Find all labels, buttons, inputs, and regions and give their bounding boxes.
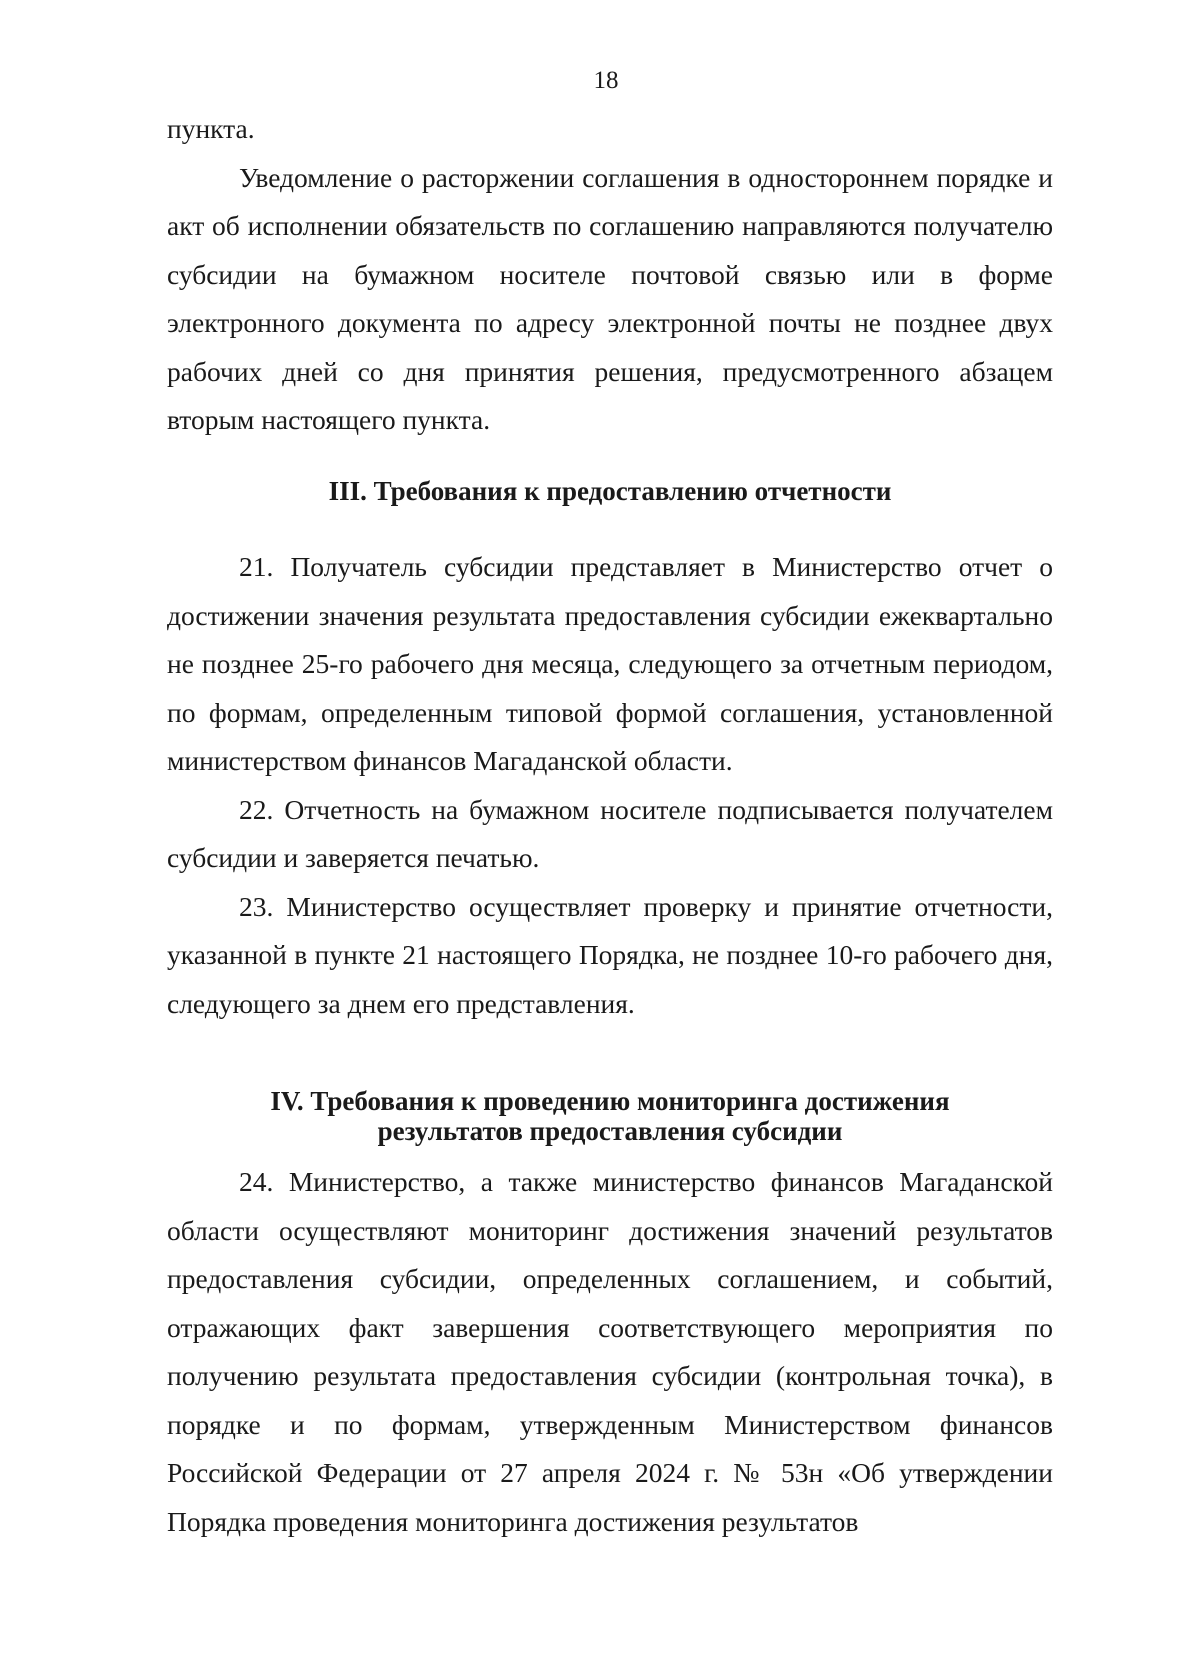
paragraph-24: 24. Министерство, а также министерство финансов Магаданской области осуществляют мониторинг достижения значений результатов предоставления субсидии, определенных соглашением, и событий, отражающих факт завершения соответствующего мероприятия по получению результата предоставления субсидии (контрольная точка), в порядке и по формам, утвержденным Министерством финансов Российской Федерации от 27 апреля 2024 г. № 53н «Об утверждении Порядка проведения мониторинга достижения результатов xyxy=(167,1166,1053,1537)
paragraph-21: 21. Получатель субсидии представляет в Министерство отчет о достижении значения результата предоставления субсидии ежеквартально не позднее 25-го рабочего дня месяца, следующего за отчетным периодом, по формам, определенным типовой формой соглашения, установленной министерством финансов Магаданской области. xyxy=(167,551,1053,776)
section-3-body xyxy=(167,543,1053,1028)
page-number: 18 xyxy=(593,67,619,94)
section-4-heading-line-2: результатов предоставления субсидии xyxy=(377,1116,843,1146)
section-4-heading xyxy=(0,1086,1200,1146)
notice-paragraph: Уведомление о расторжении соглашения в одностороннем порядке и акт об исполнении обязательств по соглашению направляются получателю субсидии на бумажном носителе почтовой связью или в форме электронного документа по адресу электронной почты не позднее двух рабочих дней со дня принятия решения, предусмотренного абзацем вторым настоящего пункта. xyxy=(167,161,1053,435)
continuation-text: пункта. xyxy=(167,113,255,144)
section-3-heading: III. Требования к предоставлению отчетности xyxy=(328,476,892,506)
text-block-a xyxy=(167,105,1053,445)
section-4-body xyxy=(167,1158,1053,1546)
section-4-heading-line-1: IV. Требования к проведению мониторинга достижения xyxy=(270,1086,950,1116)
paragraph-22: 22. Отчетность на бумажном носителе подписывается получателем субсидии и заверяется печатью. xyxy=(167,793,1053,873)
paragraph-23: 23. Министерство осуществляет проверку и принятие отчетности, указанной в пункте 21 настоящего Порядка, не позднее 10-го рабочего дня, следующего за днем его представления. xyxy=(167,890,1053,1019)
